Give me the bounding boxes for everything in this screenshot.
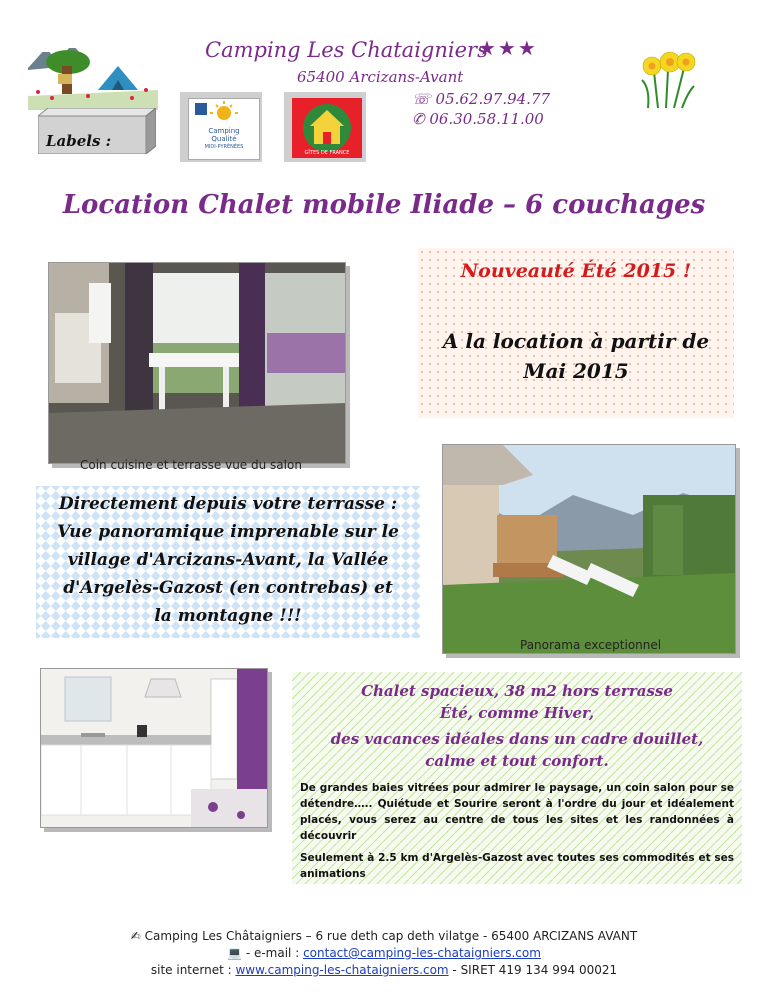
phone-landline: ☏ 05.62.97.94.77 (412, 90, 551, 108)
details-paragraph2: Seulement à 2.5 km d'Argelès-Gazost avec toutes ses commodités et ses animations (300, 852, 734, 880)
daffodil-icon (628, 42, 708, 112)
chalet-details-box (292, 672, 742, 884)
footer-address: ✍ Camping Les Châtaigniers – 6 rue deth cap deth vilatge - 65400 ARCIZANS AVANT (130, 929, 638, 943)
view-line3: village d'Arcizans-Avant, la Vallée (67, 550, 389, 570)
view-line4: d'Argelès-Gazost (en contrebas) et (63, 578, 393, 598)
details-line2: Été, comme Hiver, (439, 704, 595, 722)
photo2-caption: Panorama exceptionnel (520, 638, 662, 652)
siret: - SIRET 419 134 994 00021 (448, 963, 618, 977)
label1-line2: Qualité (211, 135, 237, 143)
email-prefix: 💻 - e-mail : (227, 946, 304, 960)
promo-availability (418, 326, 734, 386)
postal-address: 65400 Arcizans-Avant (297, 68, 464, 86)
label1-line3: MIDI-PYRÉNÉES (204, 144, 244, 150)
phone-mobile: ✆ 06.30.58.11.00 (412, 110, 544, 128)
labels-title: Labels : (46, 132, 112, 150)
details-line1: Chalet spacieux, 38 m2 hors terrasse (361, 682, 673, 700)
panorama-photo (442, 444, 736, 654)
promo-box (418, 248, 734, 418)
gites-logo-icon (292, 98, 362, 158)
footer-site-line (0, 962, 768, 979)
camping-qualite-label (180, 92, 262, 162)
kitchen-photo (40, 668, 268, 828)
panorama-description-box (36, 486, 420, 638)
details-line3: des vacances idéales dans un cadre douillet, calme et tout confort. (330, 730, 704, 770)
labels-box (38, 108, 156, 154)
brand-name: Camping Les Chataigniers (205, 38, 488, 62)
photo1-caption: Coin cuisine et terrasse vue du salon (80, 458, 302, 472)
promo-headline: Nouveauté Été 2015 ! (460, 260, 692, 282)
label1-line1: Camping (208, 127, 240, 135)
promo-line1: A la location à partir de (442, 329, 710, 353)
kitchen-terrace-photo (48, 262, 346, 464)
details-paragraph1: De grandes baies vitrées pour admirer le paysage, un coin salon pour se détendre….. Quiétude et Sourire seront à l'ordre du jour et idéalement placés, vous serez au centre de tous les sites et les randonnées à découvrir (300, 782, 734, 842)
footer-email-line (0, 945, 768, 962)
gites-de-france-label (284, 92, 366, 162)
site-prefix: site internet : (150, 963, 236, 977)
footer (0, 928, 768, 979)
email-link[interactable]: contact@camping-les-chataigniers.com (303, 946, 541, 960)
page-title: Location Chalet mobile Iliade – 6 couchages (62, 190, 706, 220)
sun-icon (189, 99, 259, 123)
camping-logo (28, 40, 158, 110)
view-line5: la montagne !!! (154, 606, 302, 626)
promo-line2: Mai 2015 (523, 359, 629, 383)
view-line2: Vue panoramique imprenable sur le (57, 522, 399, 542)
rating-stars: ★★★ (478, 36, 538, 60)
label2-text: GÎTES DE FRANCE (304, 150, 350, 156)
website-link[interactable]: www.camping-les-chataigniers.com (235, 963, 449, 977)
view-line1: Directement depuis votre terrasse : (58, 494, 398, 514)
